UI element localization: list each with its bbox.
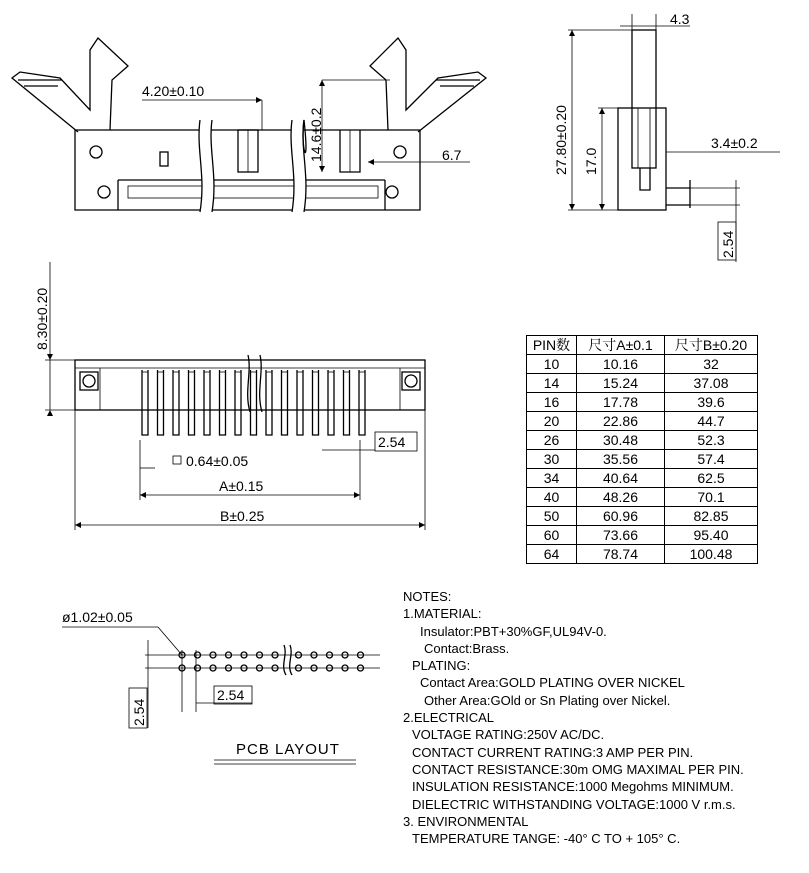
pcb-dim-pitch-x: 2.54 <box>217 687 245 703</box>
table-cell: 70.1 <box>665 488 758 507</box>
pin <box>344 370 350 435</box>
pin-table <box>526 335 758 564</box>
table-cell: 95.40 <box>665 526 758 545</box>
table-cell: 17.78 <box>577 393 665 412</box>
table-cell: 78.74 <box>577 545 665 564</box>
table-cell: 14 <box>527 374 577 393</box>
pin <box>204 370 210 435</box>
table-cell: 35.56 <box>577 450 665 469</box>
table-cell: 48.26 <box>577 488 665 507</box>
side-dim-body-height: 17.0 <box>583 147 599 175</box>
table-cell: 60.96 <box>577 507 665 526</box>
voltage-note: VOLTAGE RATING:250V AC/DC. <box>412 727 605 743</box>
table-row <box>527 374 758 393</box>
top-dim-height: 8.30±0.20 <box>34 287 50 350</box>
table-cell: 100.48 <box>665 545 758 564</box>
table-cell: 10.16 <box>577 355 665 374</box>
table-cell: 57.4 <box>665 450 758 469</box>
pin <box>313 370 319 435</box>
table-cell: 32 <box>665 355 758 374</box>
pin <box>328 370 334 435</box>
side-dim-width: 4.3 <box>670 11 690 27</box>
table-row <box>527 393 758 412</box>
table-cell: 40.64 <box>577 469 665 488</box>
current-note: CONTACT CURRENT RATING:3 AMP PER PIN. <box>412 744 694 760</box>
table-row <box>527 488 758 507</box>
electrical-heading: 2.ELECTRICAL <box>403 710 495 726</box>
pin <box>235 370 241 435</box>
pin-table-header-cell: 尺寸B±0.20 <box>665 336 758 355</box>
pcb-dim-pitch-y: 2.54 <box>131 698 147 726</box>
temperature-note: TEMPERATURE TANGE: -40° C TO + 105° C. <box>412 831 681 847</box>
table-row <box>527 355 758 374</box>
top-dim-pitch: 2.54 <box>378 434 406 450</box>
table-row <box>527 507 758 526</box>
table-cell: 39.6 <box>665 393 758 412</box>
top-dim-a: A±0.15 <box>219 478 264 494</box>
insulator-note: Insulator:PBT+30%GF,UL94V-0. <box>420 623 607 639</box>
pin-table-header-cell: 尺寸A±0.1 <box>577 336 665 355</box>
table-cell: 50 <box>527 507 577 526</box>
pin <box>142 370 148 435</box>
table-row <box>527 545 758 564</box>
side-dim-total-height: 27.80±0.20 <box>553 105 569 175</box>
table-cell: 16 <box>527 393 577 412</box>
pin <box>158 370 164 435</box>
top-dim-b: B±0.25 <box>220 508 265 524</box>
front-dim-pitch-offset: 4.20±0.10 <box>142 83 205 99</box>
pcb-dim-hole: ø1.02±0.05 <box>62 609 133 625</box>
table-cell: 15.24 <box>577 374 665 393</box>
table-cell: 34 <box>527 469 577 488</box>
table-cell: 62.5 <box>665 469 758 488</box>
resistance-note: CONTACT RESISTANCE:30m OMG MAXIMAL PER PIN. <box>412 761 744 777</box>
table-cell: 30.48 <box>577 431 665 450</box>
insulation-note: INSULATION RESISTANCE:1000 Megohms MINIMUM. <box>412 779 734 795</box>
notes <box>403 588 744 847</box>
pin <box>359 370 365 435</box>
pcb-layout-title: PCB LAYOUT <box>236 741 340 758</box>
pin <box>173 370 179 435</box>
table-cell: 52.3 <box>665 431 758 450</box>
other-area-note: Other Area:GOld or Sn Plating over Nickel. <box>424 692 671 708</box>
pin-table-header-cell: PIN数 <box>527 336 577 355</box>
table-row <box>527 431 758 450</box>
table-row <box>527 526 758 545</box>
table-cell: 64 <box>527 545 577 564</box>
pin <box>220 370 226 435</box>
front-dim-height-inner: 14.6±0.2 <box>308 107 324 162</box>
front-dim-latch: 6.7 <box>442 147 462 163</box>
side-dim-row-pitch: 2.54 <box>720 230 736 258</box>
table-row <box>527 450 758 469</box>
table-row <box>527 412 758 431</box>
table-cell: 60 <box>527 526 577 545</box>
pin <box>297 370 303 435</box>
table-cell: 73.66 <box>577 526 665 545</box>
material-heading: 1.MATERIAL: <box>403 606 482 622</box>
dielectric-note: DIELECTRIC WITHSTANDING VOLTAGE:1000 V r.m.s. <box>412 796 736 812</box>
table-cell: 44.7 <box>665 412 758 431</box>
top-pins <box>142 370 365 435</box>
table-cell: 82.85 <box>665 507 758 526</box>
notes-title: NOTES: <box>403 589 452 604</box>
table-cell: 26 <box>527 431 577 450</box>
top-dim-pin-size: 0.64±0.05 <box>186 453 249 469</box>
table-cell: 30 <box>527 450 577 469</box>
front-view <box>12 38 486 212</box>
table-cell: 22.86 <box>577 412 665 431</box>
table-cell: 40 <box>527 488 577 507</box>
table-cell: 20 <box>527 412 577 431</box>
table-cell: 10 <box>527 355 577 374</box>
table-row <box>527 469 758 488</box>
pin <box>189 370 195 435</box>
table-cell: 37.08 <box>665 374 758 393</box>
pin-table-header <box>527 336 758 355</box>
side-dim-pin-offset: 3.4±0.2 <box>711 135 758 151</box>
pin <box>282 370 288 435</box>
contact-note: Contact:Brass. <box>424 640 510 656</box>
environmental-heading: 3. ENVIRONMENTAL <box>403 813 529 829</box>
pin <box>266 370 272 435</box>
plating-heading: PLATING: <box>412 658 471 674</box>
pin <box>251 370 257 435</box>
contact-area-note: Contact Area:GOLD PLATING OVER NICKEL <box>420 675 685 691</box>
